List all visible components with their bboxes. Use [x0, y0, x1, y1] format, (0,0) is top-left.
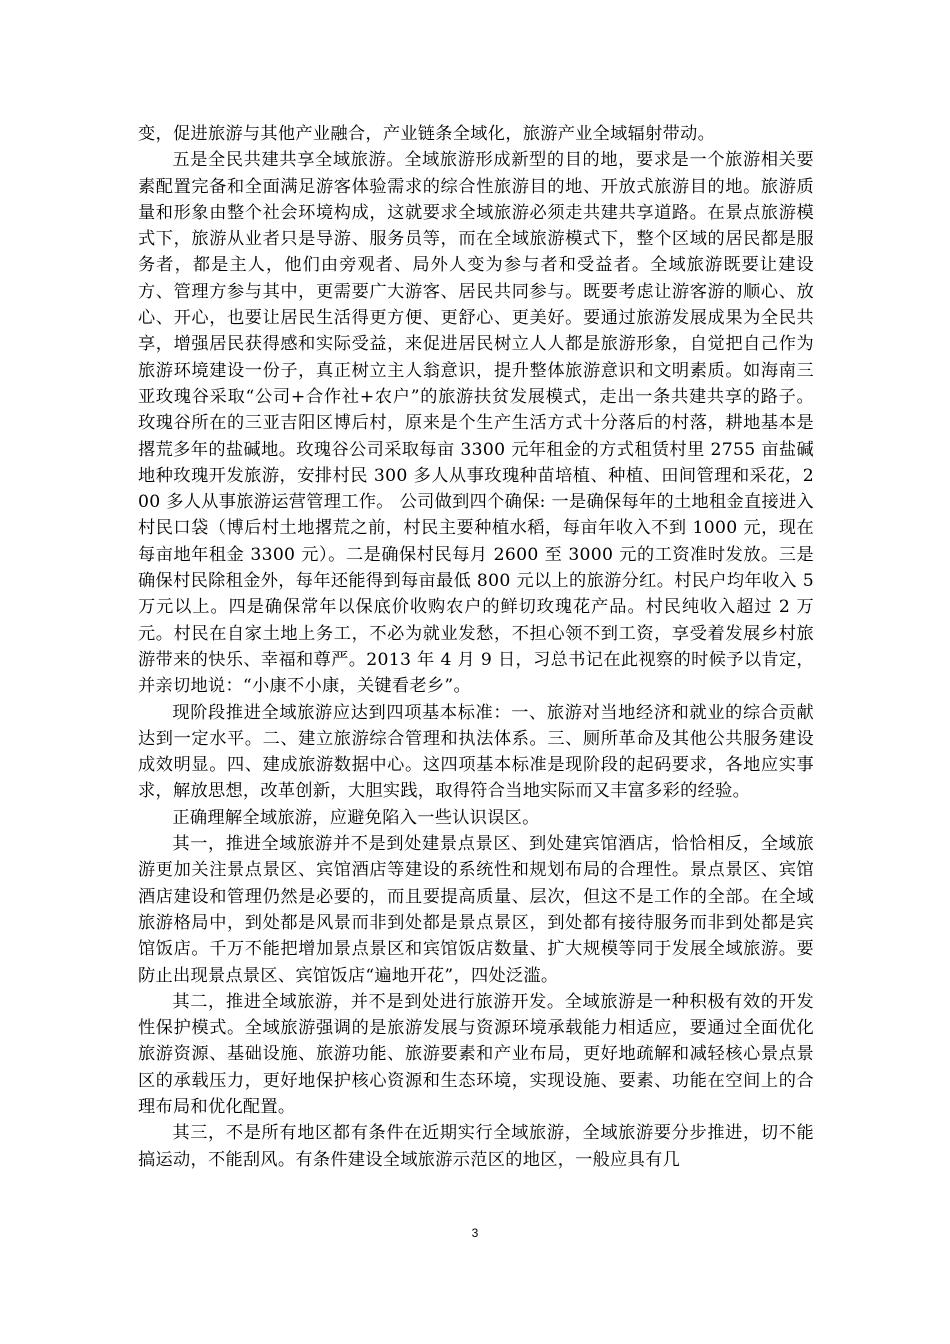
page-number: 3 [471, 1226, 479, 1240]
paragraph-6: 其二，推进全域旅游，并不是到处进行旅游开发。全域旅游是一种积极有效的开发性保护模式。全域旅游强调的是旅游发展与资源环境承载能力相适应，要通过全面优化旅游资源、基础设施、旅游功能、旅游要素和产业布局，更好地疏解和减轻核心景点景区的承载压力，更好地保护核心资源和生态环境，实现设施、要素、功能在空间上的合理布局和优化配置。 [138, 991, 814, 1117]
paragraph-5: 其一，推进全域旅游并不是到处建景点景区、到处建宾馆酒店，恰恰相反，全域旅游更加关注景点景区、宾馆酒店等建设的系统性和规划布局的合理性。景点景区、宾馆酒店建设和管理仍然是必要的，而且要提高质量、层次，但这不是工作的全部。在全域旅游格局中，到处都是风景而非到处都是景点景区，到处都有接待服务而非到处都是宾馆饭店。千万不能把增加景点景区和宾馆饭店数量、扩大规模等同于发展全域旅游。要防止出现景点景区、宾馆饭店“遍地开花”，四处泛滥。 [138, 834, 814, 986]
paragraph-2: 五是全民共建共享全域旅游。全域旅游形成新型的目的地，要求是一个旅游相关要素配置完备和全面满足游客体验需求的综合性旅游目的地、开放式旅游目的地。旅游质量和形象由整个社会环境构成，这就要求全域旅游必须走共建共享道路。在景点旅游模式下，旅游从业者只是导游、服务员等，而在全域旅游模式下，整个区域的居民都是服务者，都是主人，他们由旁观者、局外人变为参与者和受益者。全域旅游既要让建设方、管理方参与其中，更需要广大游客、居民共同参与。既要考虑让游客游的顺心、放心、开心，也要让居民生活得更方便、更舒心、更美好。要通过旅游发展成果为全民共享，增强居民获得感和实际受益，来促进居民树立人人都是旅游形象，自觉把自己作为旅游环境建设一份子，真正树立主人翁意识，提升整体旅游意识和文明素质。如海南三亚玫瑰谷采取“公司+合作社+农户”的旅游扶贫发展模式，走出一条共建共享的路子。 玫瑰谷所在的三亚吉阳区博后村，原来是个生产生活方式十分落后的村落，耕地基本是撂荒多年的盐碱地。玫瑰谷公司采取每亩 3300 元年租金的方式租赁村里 2755 亩盐碱地种玫瑰开发旅游，安排村民 300 多人从事玫瑰种苗培植、种植、田间管理和采花，200 多人从事旅游运营管理工作。 公司做到四个确保: 一是确保每年的土地租金直接进入村民口袋（博后村土地撂荒之前，村民主要种植水稻，每亩年收入不到 1000 元，现在每亩地年租金 3300 元）。二是确保村民每月 2600 至 3000 元的工资准时发放。三是确保村民除租金外，每年还能得到每亩最低 800 元以上的旅游分红。村民户均年收入 5 万元以上。四是确保常年以保底价收购农户的鲜切玫瑰花产品。村民纯收入超过 2 万元。村民在自家土地上务工，不必为就业发愁，不担心领不到工资，享受着发展乡村旅游带来的快乐、幸福和尊严。2013 年 4 月 9 日，习总书记在此视察的时候予以肯定，并亲切地说：“小康不小康，关键看老乡”。 [138, 150, 814, 697]
paragraph-4: 正确理解全域旅游，应避免陷入一些认识误区。 [172, 807, 540, 828]
paragraph-7: 其三，不是所有地区都有条件在近期实行全域旅游，全域旅游要分步推进，切不能搞运动，不能刮风。有条件建设全域旅游示范区的地区，一般应具有几 [138, 1123, 814, 1170]
paragraph-3: 现阶段推进全域旅游应达到四项基本标准：一、旅游对当地经济和就业的综合贡献达到一定水平。二、建立旅游综合管理和执法体系。三、厕所革命及其他公共服务建设成效明显。四、建成旅游数据中心。这四项基本标准是现阶段的起码要求，各地应实事求，解放思想，改革创新，大胆实践，取得符合当地实际而又丰富多彩的经验。 [138, 702, 814, 802]
document-body [138, 121, 814, 1173]
paragraph-1: 变，促进旅游与其他产业融合，产业链条全域化，旅游产业全域辐射带动。 [138, 124, 716, 144]
